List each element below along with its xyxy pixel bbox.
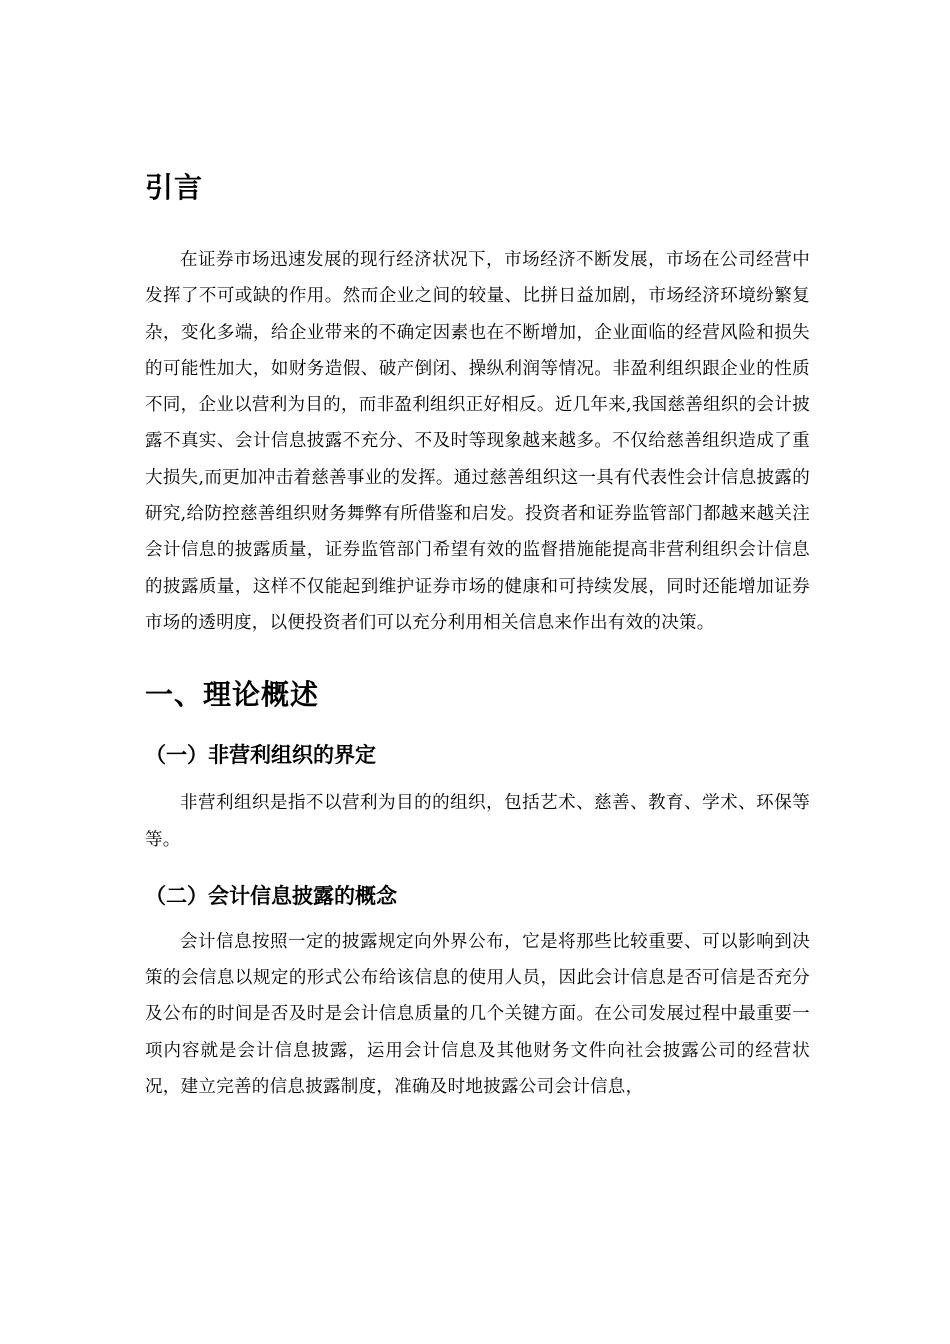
subsection1-paragraph: 非营利组织是指不以营利为目的的组织，包括艺术、慈善、教育、学术、环保等等。 — [145, 793, 810, 850]
section1-heading: 一、理论概述 — [145, 678, 320, 712]
subsection2-paragraph: 会计信息按照一定的披露规定向外界公布，它是将那些比较重要、可以影响到决策的会信息以规定的形式公布给该信息的使用人员，因此会计信息是否可信是否充分及公布的时间是否及时是会计信息质量的几个关键方面。在公司发展过程中最重要一项内容就是会计信息披露，运用会计信息及其他财务文件向社会披露公司的经营状况，建立完善的信息披露制度，准确及时地披露公司会计信息， — [145, 931, 810, 1098]
intro-paragraph: 在证券市场迅速发展的现行经济状况下，市场经济不断发展，市场在公司经营中发挥了不可或缺的作用。然而企业之间的较量、比拼日益加剧，市场经济环境纷繁复杂，变化多端，给企业带来的不确定因素也在不断增加，企业面临的经营风险和损失的可能性加大，如财务造假、破产倒闭、操纵利润等情况。非盈利组织跟企业的性质不同，企业以营利为目的，而非盈利组织正好相反。近几年来,我国慈善组织的会计披露不真实、会计信息披露不充分、不及时等现象越来越多。不仅给慈善组织造成了重大损失,而更加冲击着慈善事业的发挥。通过慈善组织这一具有代表性会计信息披露的研究,给防控慈善组织财务舞弊有所借鉴和启发。投资者和证券监管部门都越来越关注会计信息的披露质量，证券监管部门希望有效的监督措施能提高非营利组织会计信息的披露质量，这样不仅能起到维护证券市场的健康和可持续发展，同时还能增加证券市场的透明度，以便投资者们可以充分利用相关信息来作出有效的决策。 — [145, 250, 810, 633]
subsection1-heading: （一）非营利组织的界定 — [145, 743, 376, 768]
subsection2-heading: （二）会计信息披露的概念 — [145, 883, 397, 908]
document-content — [145, 168, 810, 1105]
intro-heading: 引言 — [145, 171, 204, 204]
